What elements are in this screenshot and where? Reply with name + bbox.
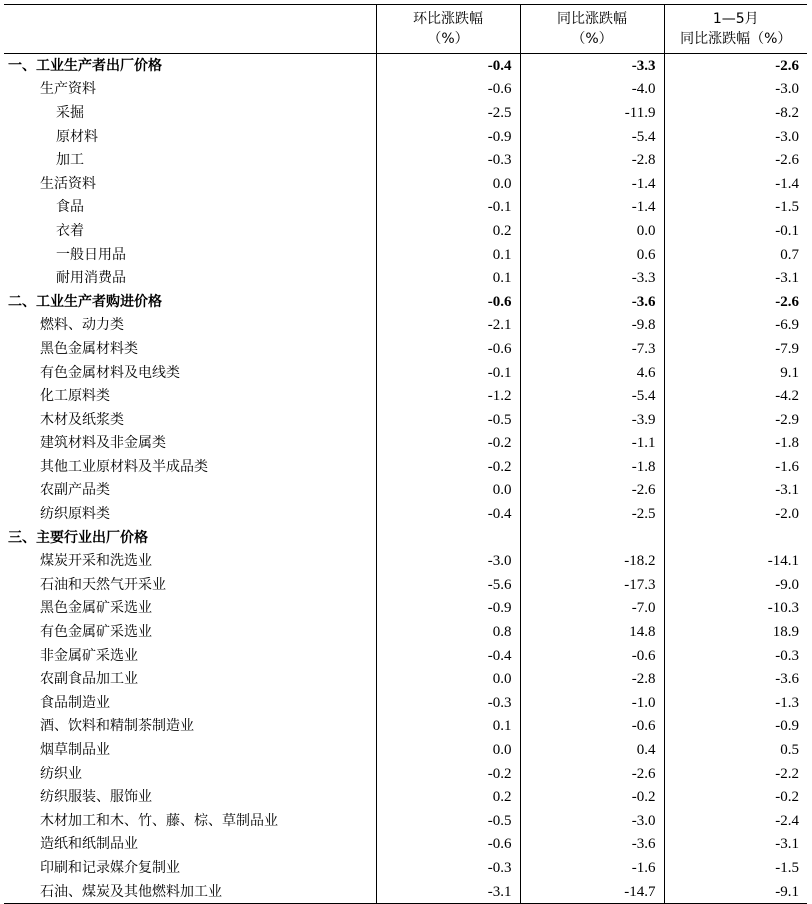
- row-mom-value: -2.1: [376, 314, 520, 338]
- row-ytd-value: -2.6: [664, 148, 807, 172]
- row-mom-value: -0.3: [376, 148, 520, 172]
- row-yoy-value: -1.4: [520, 196, 664, 220]
- row-yoy-value: -2.6: [520, 762, 664, 786]
- row-mom-value: -0.2: [376, 455, 520, 479]
- row-label: 建筑材料及非金属类: [40, 435, 166, 452]
- row-ytd-value: 9.1: [664, 361, 807, 385]
- row-label: 衣着: [56, 222, 84, 239]
- row-yoy-value: -14.7: [520, 880, 664, 904]
- table-row: [4, 644, 807, 668]
- row-mom-value: -0.3: [376, 856, 520, 880]
- row-mom-value: 0.1: [376, 266, 520, 290]
- row-mom-value: -2.5: [376, 101, 520, 125]
- table-row: [4, 384, 807, 408]
- row-yoy-value: -1.1: [520, 432, 664, 456]
- row-mom-value: 0.8: [376, 620, 520, 644]
- row-ytd-value: -3.1: [664, 479, 807, 503]
- row-label: 二、工业生产者购进价格: [8, 293, 162, 310]
- row-ytd-value: -2.6: [664, 54, 807, 78]
- header-yoy-title: 同比涨跌幅: [557, 11, 627, 27]
- row-label: 酒、饮料和精制茶制造业: [40, 718, 194, 735]
- row-ytd-value: -6.9: [664, 314, 807, 338]
- row-label: 有色金属材料及电线类: [40, 364, 180, 381]
- row-yoy-value: 0.0: [520, 219, 664, 243]
- row-mom-value: 0.0: [376, 738, 520, 762]
- table-row: [4, 691, 807, 715]
- header-category: [4, 5, 376, 54]
- row-yoy-value: 4.6: [520, 361, 664, 385]
- table-row: [4, 785, 807, 809]
- table-row: [4, 337, 807, 361]
- row-ytd-value: -8.2: [664, 101, 807, 125]
- table-row: [4, 219, 807, 243]
- header-mom-title: 环比涨跌幅: [413, 11, 483, 27]
- row-ytd-value: -1.6: [664, 455, 807, 479]
- row-ytd-value: 0.5: [664, 738, 807, 762]
- row-ytd-value: 0.7: [664, 243, 807, 267]
- row-label: 黑色金属材料类: [40, 340, 138, 357]
- table-row: [4, 715, 807, 739]
- table-row: [4, 125, 807, 149]
- row-ytd-value: -3.0: [664, 125, 807, 149]
- row-label: 加工: [56, 152, 84, 169]
- row-label: 一、工业生产者出厂价格: [8, 57, 162, 74]
- row-ytd-value: -4.2: [664, 384, 807, 408]
- row-ytd-value: -3.6: [664, 667, 807, 691]
- row-label: 烟草制品业: [40, 742, 110, 759]
- row-label: 纺织原料类: [40, 506, 110, 523]
- row-label: 黑色金属矿采选业: [40, 600, 152, 617]
- row-mom-value: -0.5: [376, 809, 520, 833]
- table-row: [4, 455, 807, 479]
- row-ytd-value: -3.1: [664, 266, 807, 290]
- row-yoy-value: -2.8: [520, 148, 664, 172]
- row-ytd-value: -0.1: [664, 219, 807, 243]
- row-yoy-value: -11.9: [520, 101, 664, 125]
- row-ytd-value: -2.9: [664, 408, 807, 432]
- row-mom-value: -0.3: [376, 691, 520, 715]
- table-row: [4, 266, 807, 290]
- row-mom-value: 0.2: [376, 785, 520, 809]
- row-yoy-value: -5.4: [520, 384, 664, 408]
- row-ytd-value: -1.4: [664, 172, 807, 196]
- row-label: 三、主要行业出厂价格: [8, 529, 148, 546]
- row-yoy-value: -7.3: [520, 337, 664, 361]
- table-row: [4, 408, 807, 432]
- row-label: 一般日用品: [56, 246, 126, 263]
- table-row: [4, 809, 807, 833]
- row-yoy-value: -18.2: [520, 549, 664, 573]
- row-label: 纺织服装、服饰业: [40, 789, 152, 806]
- row-ytd-value: -9.0: [664, 573, 807, 597]
- table-row: [4, 597, 807, 621]
- row-yoy-value: 14.8: [520, 620, 664, 644]
- row-ytd-value: -1.5: [664, 856, 807, 880]
- row-label: 食品: [56, 199, 84, 216]
- row-yoy-value: -0.6: [520, 644, 664, 668]
- row-label: 有色金属矿采选业: [40, 624, 152, 641]
- row-ytd-value: -1.3: [664, 691, 807, 715]
- table-row: [4, 833, 807, 857]
- row-yoy-value: -2.5: [520, 502, 664, 526]
- row-ytd-value: -2.2: [664, 762, 807, 786]
- row-yoy-value: -3.6: [520, 833, 664, 857]
- table-row: [4, 243, 807, 267]
- price-index-table: [4, 4, 807, 904]
- row-mom-value: -0.9: [376, 125, 520, 149]
- table-header: [4, 5, 807, 54]
- table-row: [4, 54, 807, 78]
- table-row: [4, 526, 807, 550]
- row-yoy-value: -1.8: [520, 455, 664, 479]
- row-mom-value: -0.2: [376, 432, 520, 456]
- row-ytd-value: -0.2: [664, 785, 807, 809]
- row-mom-value: -0.6: [376, 337, 520, 361]
- row-mom-value: -0.1: [376, 361, 520, 385]
- row-mom-value: -1.2: [376, 384, 520, 408]
- row-label: 原材料: [56, 128, 98, 145]
- table-row: [4, 880, 807, 904]
- row-label: 其他工业原材料及半成品类: [40, 458, 208, 475]
- row-label: 石油和天然气开采业: [40, 576, 166, 593]
- row-yoy-value: -3.0: [520, 809, 664, 833]
- row-mom-value: -0.6: [376, 78, 520, 102]
- row-label: 化工原料类: [40, 388, 110, 405]
- row-label: 木材加工和木、竹、藤、棕、草制品业: [40, 812, 278, 829]
- header-ytd-title: 同比涨跌幅（%）: [680, 31, 792, 47]
- row-label: 木材及纸浆类: [40, 411, 124, 428]
- table-row: [4, 361, 807, 385]
- row-ytd-value: [664, 526, 807, 550]
- table-row: [4, 314, 807, 338]
- row-mom-value: 0.1: [376, 715, 520, 739]
- row-mom-value: 0.0: [376, 479, 520, 503]
- table-row: [4, 196, 807, 220]
- row-yoy-value: -0.2: [520, 785, 664, 809]
- row-ytd-value: 18.9: [664, 620, 807, 644]
- row-mom-value: -0.5: [376, 408, 520, 432]
- row-yoy-value: -1.0: [520, 691, 664, 715]
- row-label: 农副食品加工业: [40, 671, 138, 688]
- row-yoy-value: 0.6: [520, 243, 664, 267]
- row-yoy-value: -1.6: [520, 856, 664, 880]
- table-row: [4, 148, 807, 172]
- table-row: [4, 479, 807, 503]
- row-label: 纺织业: [40, 765, 82, 782]
- row-label: 煤炭开采和洗选业: [40, 553, 152, 570]
- table-row: [4, 856, 807, 880]
- row-ytd-value: -1.8: [664, 432, 807, 456]
- row-yoy-value: -5.4: [520, 125, 664, 149]
- header-ytd-period: 1—5月: [712, 11, 759, 27]
- row-ytd-value: -10.3: [664, 597, 807, 621]
- row-yoy-value: [520, 526, 664, 550]
- row-label: 石油、煤炭及其他燃料加工业: [4, 880, 376, 904]
- table-row: [4, 667, 807, 691]
- row-mom-value: -0.4: [376, 644, 520, 668]
- row-yoy-value: 0.4: [520, 738, 664, 762]
- row-yoy-value: -0.6: [520, 715, 664, 739]
- row-yoy-value: -17.3: [520, 573, 664, 597]
- table-row: [4, 549, 807, 573]
- row-label: 耐用消费品: [56, 270, 126, 287]
- row-label: 印刷和记录媒介复制业: [40, 859, 180, 876]
- row-mom-value: -0.6: [376, 290, 520, 314]
- row-mom-value: -0.1: [376, 196, 520, 220]
- table-body: [4, 54, 807, 904]
- row-yoy-value: -4.0: [520, 78, 664, 102]
- header-yoy: [520, 5, 664, 54]
- row-yoy-value: -1.4: [520, 172, 664, 196]
- table-row: [4, 432, 807, 456]
- row-mom-value: -0.2: [376, 762, 520, 786]
- row-yoy-value: -3.3: [520, 266, 664, 290]
- row-mom-value: -3.1: [376, 880, 520, 904]
- row-yoy-value: -9.8: [520, 314, 664, 338]
- row-mom-value: -0.6: [376, 833, 520, 857]
- table-row: [4, 738, 807, 762]
- row-ytd-value: -2.6: [664, 290, 807, 314]
- row-ytd-value: -2.0: [664, 502, 807, 526]
- row-ytd-value: -0.3: [664, 644, 807, 668]
- row-mom-value: -0.4: [376, 54, 520, 78]
- row-mom-value: -0.9: [376, 597, 520, 621]
- table-row: [4, 172, 807, 196]
- row-ytd-value: -14.1: [664, 549, 807, 573]
- row-ytd-value: -3.1: [664, 833, 807, 857]
- row-label: 农副产品类: [40, 482, 110, 499]
- table-row: [4, 502, 807, 526]
- row-mom-value: 0.0: [376, 172, 520, 196]
- row-mom-value: 0.2: [376, 219, 520, 243]
- row-label: 生产资料: [40, 81, 96, 98]
- row-label: 造纸和纸制品业: [40, 836, 138, 853]
- table-row: [4, 762, 807, 786]
- header-row: [4, 5, 807, 54]
- row-yoy-value: -2.6: [520, 479, 664, 503]
- row-mom-value: -0.4: [376, 502, 520, 526]
- row-ytd-value: -7.9: [664, 337, 807, 361]
- table-row: [4, 101, 807, 125]
- row-ytd-value: -9.1: [664, 880, 807, 904]
- row-yoy-value: -2.8: [520, 667, 664, 691]
- row-mom-value: 0.1: [376, 243, 520, 267]
- row-ytd-value: -0.9: [664, 715, 807, 739]
- row-label: 生活资料: [40, 175, 96, 192]
- header-mom-unit: （%）: [427, 31, 469, 47]
- row-yoy-value: -7.0: [520, 597, 664, 621]
- row-label: 采掘: [56, 104, 84, 121]
- row-label: 燃料、动力类: [40, 317, 124, 334]
- row-yoy-value: -3.9: [520, 408, 664, 432]
- row-ytd-value: -1.5: [664, 196, 807, 220]
- row-yoy-value: -3.3: [520, 54, 664, 78]
- header-mom: [376, 5, 520, 54]
- row-label: 非金属矿采选业: [40, 647, 138, 664]
- table-row: [4, 573, 807, 597]
- table-row: [4, 290, 807, 314]
- row-yoy-value: -3.6: [520, 290, 664, 314]
- row-label: 食品制造业: [40, 694, 110, 711]
- row-ytd-value: -2.4: [664, 809, 807, 833]
- row-mom-value: 0.0: [376, 667, 520, 691]
- header-yoy-unit: （%）: [571, 31, 613, 47]
- table-row: [4, 78, 807, 102]
- row-mom-value: -3.0: [376, 549, 520, 573]
- row-mom-value: [376, 526, 520, 550]
- row-ytd-value: -3.0: [664, 78, 807, 102]
- table-row: [4, 620, 807, 644]
- header-ytd: [664, 5, 807, 54]
- row-mom-value: -5.6: [376, 573, 520, 597]
